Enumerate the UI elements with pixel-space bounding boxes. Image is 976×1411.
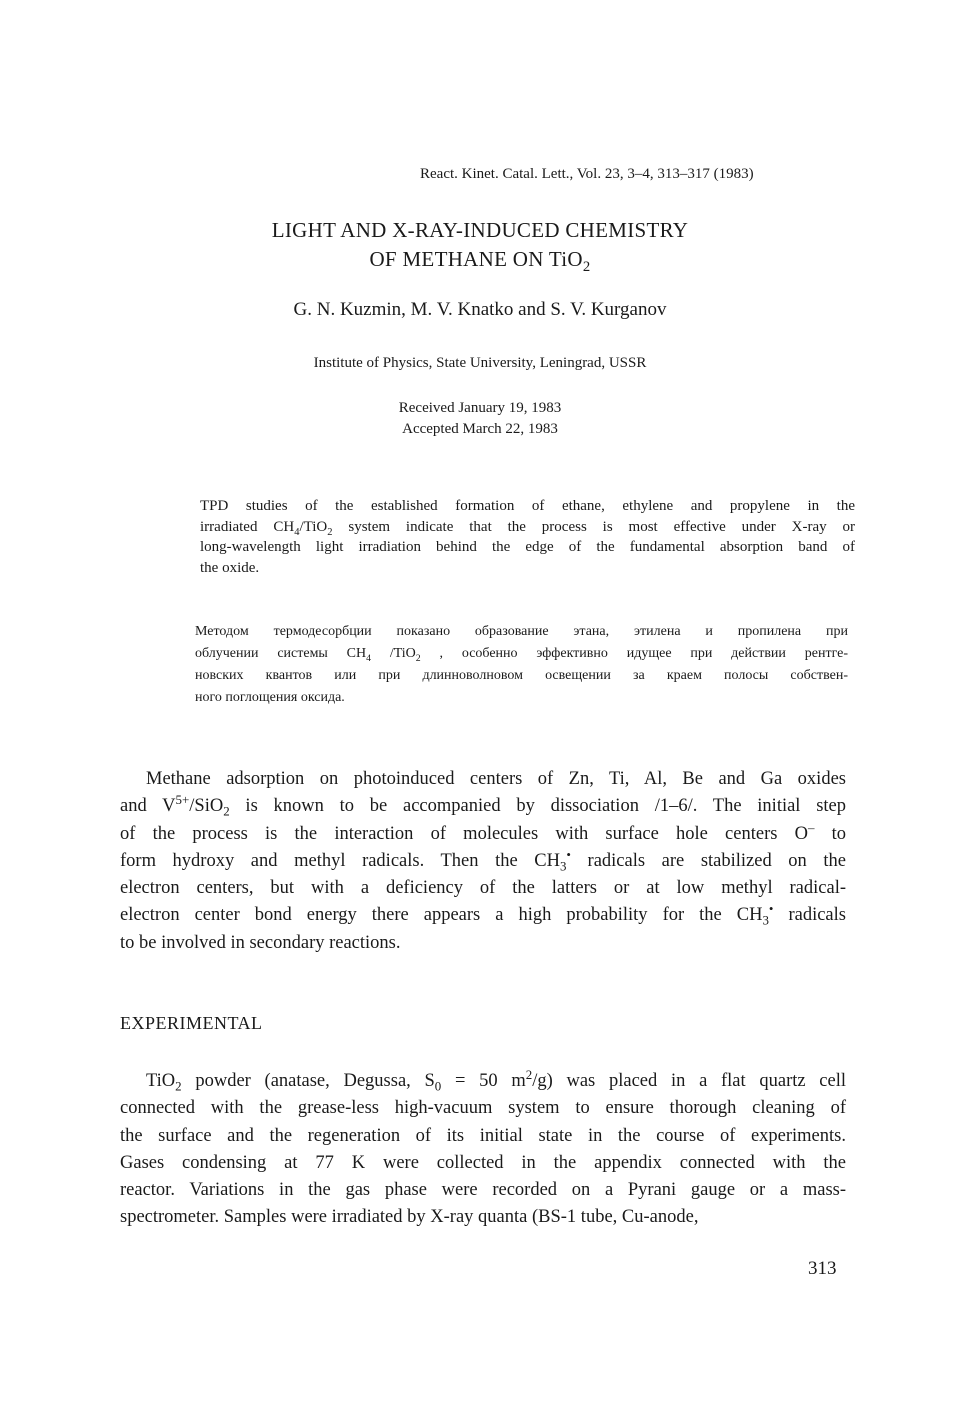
- body-line: the surface and the regeneration of its initial state in the course of experiments.: [120, 1125, 846, 1146]
- body-line: of the process is the interaction of molecules with surface hole centers O– to: [120, 819, 847, 844]
- body-line: and $V^{5+}/SiO_2$ is known to be accompanied by dissociation /1–6/. The initial step: [120, 792, 846, 819]
- abstract-en-line: irradiated $CH_4/TiO_2$ system indicate that the process is most effective under X-ray or: [200, 518, 856, 538]
- paper-title-line-2: OF METHANE ON TiO$_2$: [369, 247, 591, 276]
- body-line: reactor. Variations in the gas phase were recorded on a Pyrani gauge or a mass-: [120, 1180, 846, 1201]
- accepted-date: Accepted March 22, 1983: [402, 421, 558, 437]
- abstract-en-line: TPD studies of the established formation of ethane, ethylene and propylene in the: [200, 498, 855, 514]
- abstract-en-line: the oxide.: [200, 559, 260, 576]
- body-line: Methane adsorption on photoinduced centers of Zn, Ti, Al, Be and Ga oxides: [146, 769, 846, 789]
- introduction-paragraph: [120, 766, 846, 957]
- body-line: connected with the grease-less high-vacuum system to ensure thorough cleaning of: [120, 1098, 846, 1119]
- body-line: Gases condensing at 77 K were collected in the appendix connected with the: [120, 1152, 846, 1173]
- institution: Institute of Physics, State University, Leningrad, USSR: [313, 355, 647, 371]
- experimental-paragraph: [120, 1068, 846, 1232]
- section-heading-experimental: EXPERIMENTAL: [120, 1013, 263, 1033]
- body-line: to be involved in secondary reactions.: [120, 932, 401, 953]
- authors: G. N. Kuzmin, M. V. Knatko and S. V. Kurganov: [293, 299, 667, 320]
- abstract-ru-line: облучении системы $CH_4$ /TiO$_2$ , особенно эффективно идущее при действии рентге-: [195, 646, 848, 664]
- body-line: TiO$_2$ powder (anatase, Degussa, $S_0 = 50$ $m^2/g$) was placed in a flat quartz cell: [146, 1066, 847, 1094]
- abstract-english: [200, 496, 855, 578]
- abstract-ru-line: Методом термодесорбции показано образование этана, этилена и пропилена при: [195, 624, 848, 639]
- abstract-ru-line: новских квантов или при длинноволновом освещении за краем полосы собствен-: [195, 668, 848, 683]
- body-line: form hydroxy and methyl radicals. Then the $CH_3^•$ radicals are stabilized on the: [120, 846, 846, 874]
- abstract-russian: [195, 621, 848, 709]
- paper-title-line-1: LIGHT AND X-RAY-INDUCED CHEMISTRY: [271, 218, 689, 242]
- abstract-ru-line: ного поглощения оксида.: [195, 690, 345, 705]
- abstract-en-line: long-wavelength light irradiation behind the edge of the fundamental absorption band of: [200, 539, 855, 555]
- received-date: Received January 19, 1983: [398, 400, 562, 416]
- journal-reference: React. Kinet. Catal. Lett., Vol. 23, 3–4, 313–317 (1983): [420, 166, 754, 182]
- body-line: electron centers, but with a deficiency of the latters or at low methyl radical-: [120, 878, 846, 899]
- body-line: spectrometer. Samples were irradiated by X-ray quanta (BS-1 tube, Cu-anode,: [120, 1207, 699, 1228]
- page-number: 313: [808, 1258, 837, 1279]
- body-line: electron center bond energy there appears a high probability for the $CH_3^•$ radicals: [120, 901, 846, 929]
